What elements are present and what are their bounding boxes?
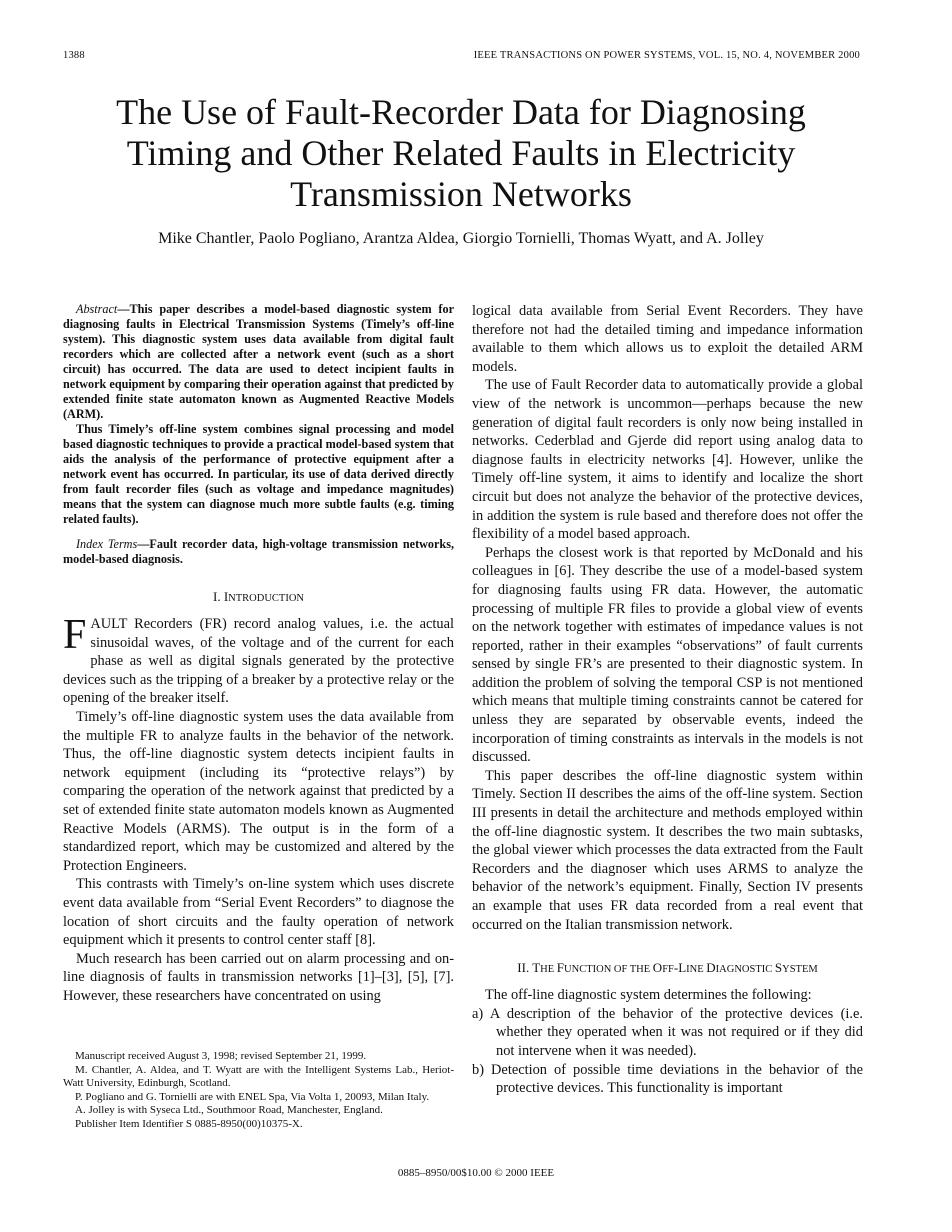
section-heading-cap: I: [223, 589, 229, 604]
title-line-1: The Use of Fault-Recorder Data for Diagnosing: [116, 92, 806, 132]
title-line-3: Transmission Networks: [290, 174, 632, 214]
section-numeral: I.: [212, 589, 224, 604]
section2-intro: The off-line diagnostic system determines the following:: [485, 987, 812, 1004]
intro-paragraph-3: This contrasts with Timely’s on-line system which uses discrete event data available from “Serial Event Recorders” to diagnose the location of short circuits and the faulty operation of network equipment which it presents to control center staff [8].: [63, 876, 454, 949]
footnote: P. Pogliano and G. Tornielli are with ENEL Spa, Via Volta 1, 20093, Milan Italy.: [75, 1090, 430, 1103]
index-terms-text: —Fault recorder data, high-voltage transmission networks, model-based diagnosis.: [63, 537, 454, 566]
list-item: b) Detection of possible time deviations in the behavior of the protective devices. This functionality is important: [472, 1061, 863, 1097]
copyright-footer: 0885–8950/00$10.00 © 2000 IEEE: [397, 1167, 555, 1179]
title-line-2: Timing and Other Related Faults in Electricity: [126, 133, 796, 173]
intro-paragraph-2: Timely’s off-line diagnostic system uses the data available from the multiple FR to analyze faults in the behavior of the network. Thus, the off-line diagnostic system detects incipient faults in network equipment (including its “protective relays”) by comparing the operation of the network against that predicted by a set of extended finite state automaton models known as Augmented Reactive Models (ARMS). The output is in the form of a standardized report, which may be customized and altered by the Protection Engineers.: [63, 708, 454, 874]
footnote: M. Chantler, A. Aldea, and T. Wyatt are with the Intelligent Systems Lab., Heriot-Watt University, Edinburgh, Scotland.: [63, 1063, 454, 1090]
paper-title: [60, 92, 862, 215]
index-terms-label: Index Terms: [76, 537, 138, 551]
abstract: [63, 302, 454, 422]
footnote: Publisher Item Identifier S 0885-8950(00)10375-X.: [75, 1117, 303, 1130]
section-heading-function: II. THE FUNCTION OF THE OFF-LINE DIAGNOSTIC SYSTEM: [517, 960, 818, 976]
right-paragraph-3: Perhaps the closest work is that reported by McDonald and his colleagues in [6]. They describe the use of a model-based system for diagnosing faults using FR data. However, the automatic processing of multiple FR files to provide a global view of events on the network together with estimates of impedance values is not reported, rather in their examples “observations” of fault currents sensed by single FR’s are presented to their diagnostic system. In addition the problem of solving the temporal CSP is not mentioned which means that multiple timing constraints cannot be catered for unless they are separated by observable events, indeed the incorporation of timing constraints as intervals in the models is not discussed.: [472, 544, 863, 766]
intro-paragraph-1: [63, 612, 454, 708]
section-heading-rest: NTRODUCTION: [228, 593, 304, 604]
section-heading-introduction: [63, 589, 454, 605]
footnote: A. Jolley is with Syseca Ltd., Southmoor Road, Manchester, England.: [75, 1104, 383, 1117]
abstract-label: Abstract: [76, 302, 118, 316]
footnotes: [63, 1050, 454, 1132]
right-column: [472, 302, 863, 1098]
author-list: Mike Chantler, Paolo Pogliano, Arantza Aldea, Giorgio Tornielli, Thomas Wyatt, and A. Jolley: [158, 230, 764, 247]
right-paragraph-2: The use of Fault Recorder data to automatically provide a global view of the network is uncommon—perhaps because the new generation of digital fault recorders is only now being installed in networks. Cederblad and Gjerde did report using analog data to diagnose faults in electricity networks [4]. However, unlike the Timely off-line system, it aims to identify and localize the short circuit but does not analyze the behavior of the protective devices, in addition the system is rule based and therefore does not offer the flexibility of a model based approach.: [472, 377, 863, 543]
section2-list: [472, 1005, 863, 1098]
journal-header: IEEE TRANSACTIONS ON POWER SYSTEMS, VOL. 15, NO. 4, NOVEMBER 2000: [473, 50, 860, 61]
abstract-text: —This paper describes a model-based diagnostic system for diagnosing faults in Electrical Transmission Systems (Timely’s off-line system). This diagnostic system uses data available from digital fault recorders which are collected after a network event (such as a short circuit) has occurred. The data are used to detect incipient faults in network equipment by comparing their operation against that predicted by extended finite state automaton known as Augmented Reactive Models (ARM).: [63, 302, 454, 421]
index-terms: [63, 537, 454, 567]
intro-paragraph-1-text: AULT Recorders (FR) record analog values, i.e. the actual sinusoidal waves, of the voltage and of the current for each phase as well as digital signals generated by the protective devices such as the tripping of a breaker by a protective relay or the opening of the breaker itself.: [63, 616, 454, 707]
intro-paragraph-4: Much research has been carried out on alarm processing and on-line diagnosis of faults in transmission networks [1]–[3], [5], [7]. However, these researchers have concentrated on using: [63, 950, 454, 1004]
left-column: [63, 302, 454, 1005]
page-number: 1388: [63, 50, 85, 61]
list-item: a) A description of the behavior of the protective devices (i.e. whether they operated when it was not required or if they did not intervene when it was needed).: [472, 1005, 863, 1059]
abstract-paragraph-2: Thus Timely’s off-line system combines signal processing and model based diagnostic techniques to provide a practical model-based system that aids the analysis of the performance of protective equipment after a network event has occurred. In particular, its use of data derived directly from fault recorder files (such as voltage and impedance magnitudes) means that the system can diagnose much more subtle faults (e.g. timing related faults).: [63, 422, 454, 526]
section2-numeral: II.: [517, 960, 533, 976]
right-paragraph-4: This paper describes the off-line diagnostic system within Timely. Section II describes the aims of the off-line system. Section III presents in detail the architecture and methods employed within the off-line diagnostic system. It describes the two main subtasks, the global viewer which processes the data extracted from the Fault Recorders and the diagnoser which uses ARMS to analyze the behavior of the network’s equipment. Finally, Section IV presents an example that uses FR data recorded from a real event that occurred on the Italian transmission network.: [472, 767, 863, 933]
right-paragraph-1: logical data available from Serial Event Recorders. They have therefore not had the detailed timing and impedance information available to them which allows us to exploit the detailed ARM models.: [472, 303, 863, 375]
footnote: Manuscript received August 3, 1998; revised September 21, 1999.: [75, 1050, 367, 1062]
drop-cap: F: [63, 612, 87, 658]
